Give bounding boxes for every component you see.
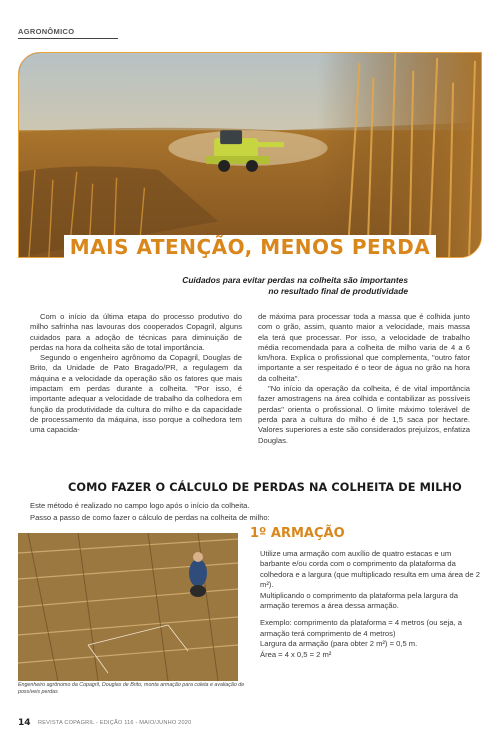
example-line: Exemplo: comprimento da plataforma = 4 metros (ou seja, a armação terá comprimento de 4 metros) (260, 618, 462, 638)
step-paragraph: Multiplicando o comprimento da plataforma pela largura da armação teremos a área dessa armação. (260, 590, 458, 611)
article-subtitle (90, 275, 408, 297)
calc-intro (30, 500, 270, 523)
page-number: 14 (18, 718, 31, 728)
intro-line: Passo a passo de como fazer o cálculo de perdas na colheita de milho: (30, 512, 270, 522)
body-paragraph: Com o início da última etapa do processo produtivo do milho safrinha nas lavouras dos cooperados Copagril, alguns cuidados para a adoção de técnicas para diminuição de perdas na hora da colheita são de total importância. (30, 312, 242, 352)
calc-section-title: COMO FAZER O CÁLCULO DE PERDAS NA COLHEITA DE MILHO (68, 481, 462, 494)
intro-line: Este método é realizado no campo logo após o início da colheita. (30, 501, 250, 510)
step-paragraph: Utilize uma armação com auxílio de quatro estacas e um barbante e/ou corda com o comprimento da plataforma da colhedora e a largura (que multiplicado resulta em uma área de 2 m²). (260, 549, 480, 590)
hero-photo-illustration (19, 53, 481, 257)
example-line: Área = 4 x 0,5 = 2 m² (260, 649, 332, 659)
photo-caption: Engenheiro agrônomo da Copagril, Douglas de Brito, monta armação para coleta e avaliação de possíveis perdas (18, 682, 245, 695)
top-rule (18, 38, 118, 39)
field-photo-illustration (18, 533, 238, 681)
body-paragraph: Segundo o engenheiro agrônomo da Copagril, Douglas de Brito, da Unidade de Pato Bragado/PR, a regulagem da máquina e a velocidade da operação são os fatores que mais impactam em perdas durante a colheita. "Por isso, é importante adequar a velocidade de trabalho da colhedora em função da produtividade da cultura do milho e da capacidade de processamento da máquina, isso porque a colhedora tem uma capacida- (30, 353, 242, 435)
article-title: MAIS ATENÇÃO, MENOS PERDA (0, 235, 500, 259)
hero-photo-combine-harvester (18, 52, 482, 258)
example-line: Largura da armação (para obter 2 m²) = 0,5 m. (260, 639, 418, 649)
body-paragraph: "No início da operação da colheita, é de vital importância fazer amostragens na área colhida e contabilizar as possíveis perdas" orienta o profissional. O limite máximo tolerável de perda para a cultura do milho é de 1,5 saca por hectare. Valores superiores a este são considerados prejuízos, enfatiza Douglas. (258, 384, 470, 445)
step-body (250, 549, 482, 660)
article-right-column (258, 312, 470, 446)
article-left-column (30, 312, 242, 436)
section-label: AGRONÔMICO (18, 27, 75, 36)
subtitle-line: no resultado final de produtividade (268, 286, 408, 296)
subtitle-line: Cuidados para evitar perdas na colheita são importantes (182, 275, 408, 285)
body-paragraph: de máxima para processar toda a massa que é colhida junto com o grão, assim, quanto maior a velocidade, mais massa ela terá que processar. Por isso, a velocidade de trabalho média recomendada para a colheita de milho varia de 4 a 6 km/hora. Explica o profissional que complementa, "outro fator importante a ser respeitado é o teor de água no grão na hora da colheita". (258, 312, 470, 383)
publication-footer: REVISTA COPAGRIL - EDIÇÃO 116 - MAIO/JUNHO 2020 (38, 720, 192, 726)
step-title: 1º ARMAÇÃO (250, 526, 345, 541)
agronomist-field-photo (18, 533, 238, 681)
